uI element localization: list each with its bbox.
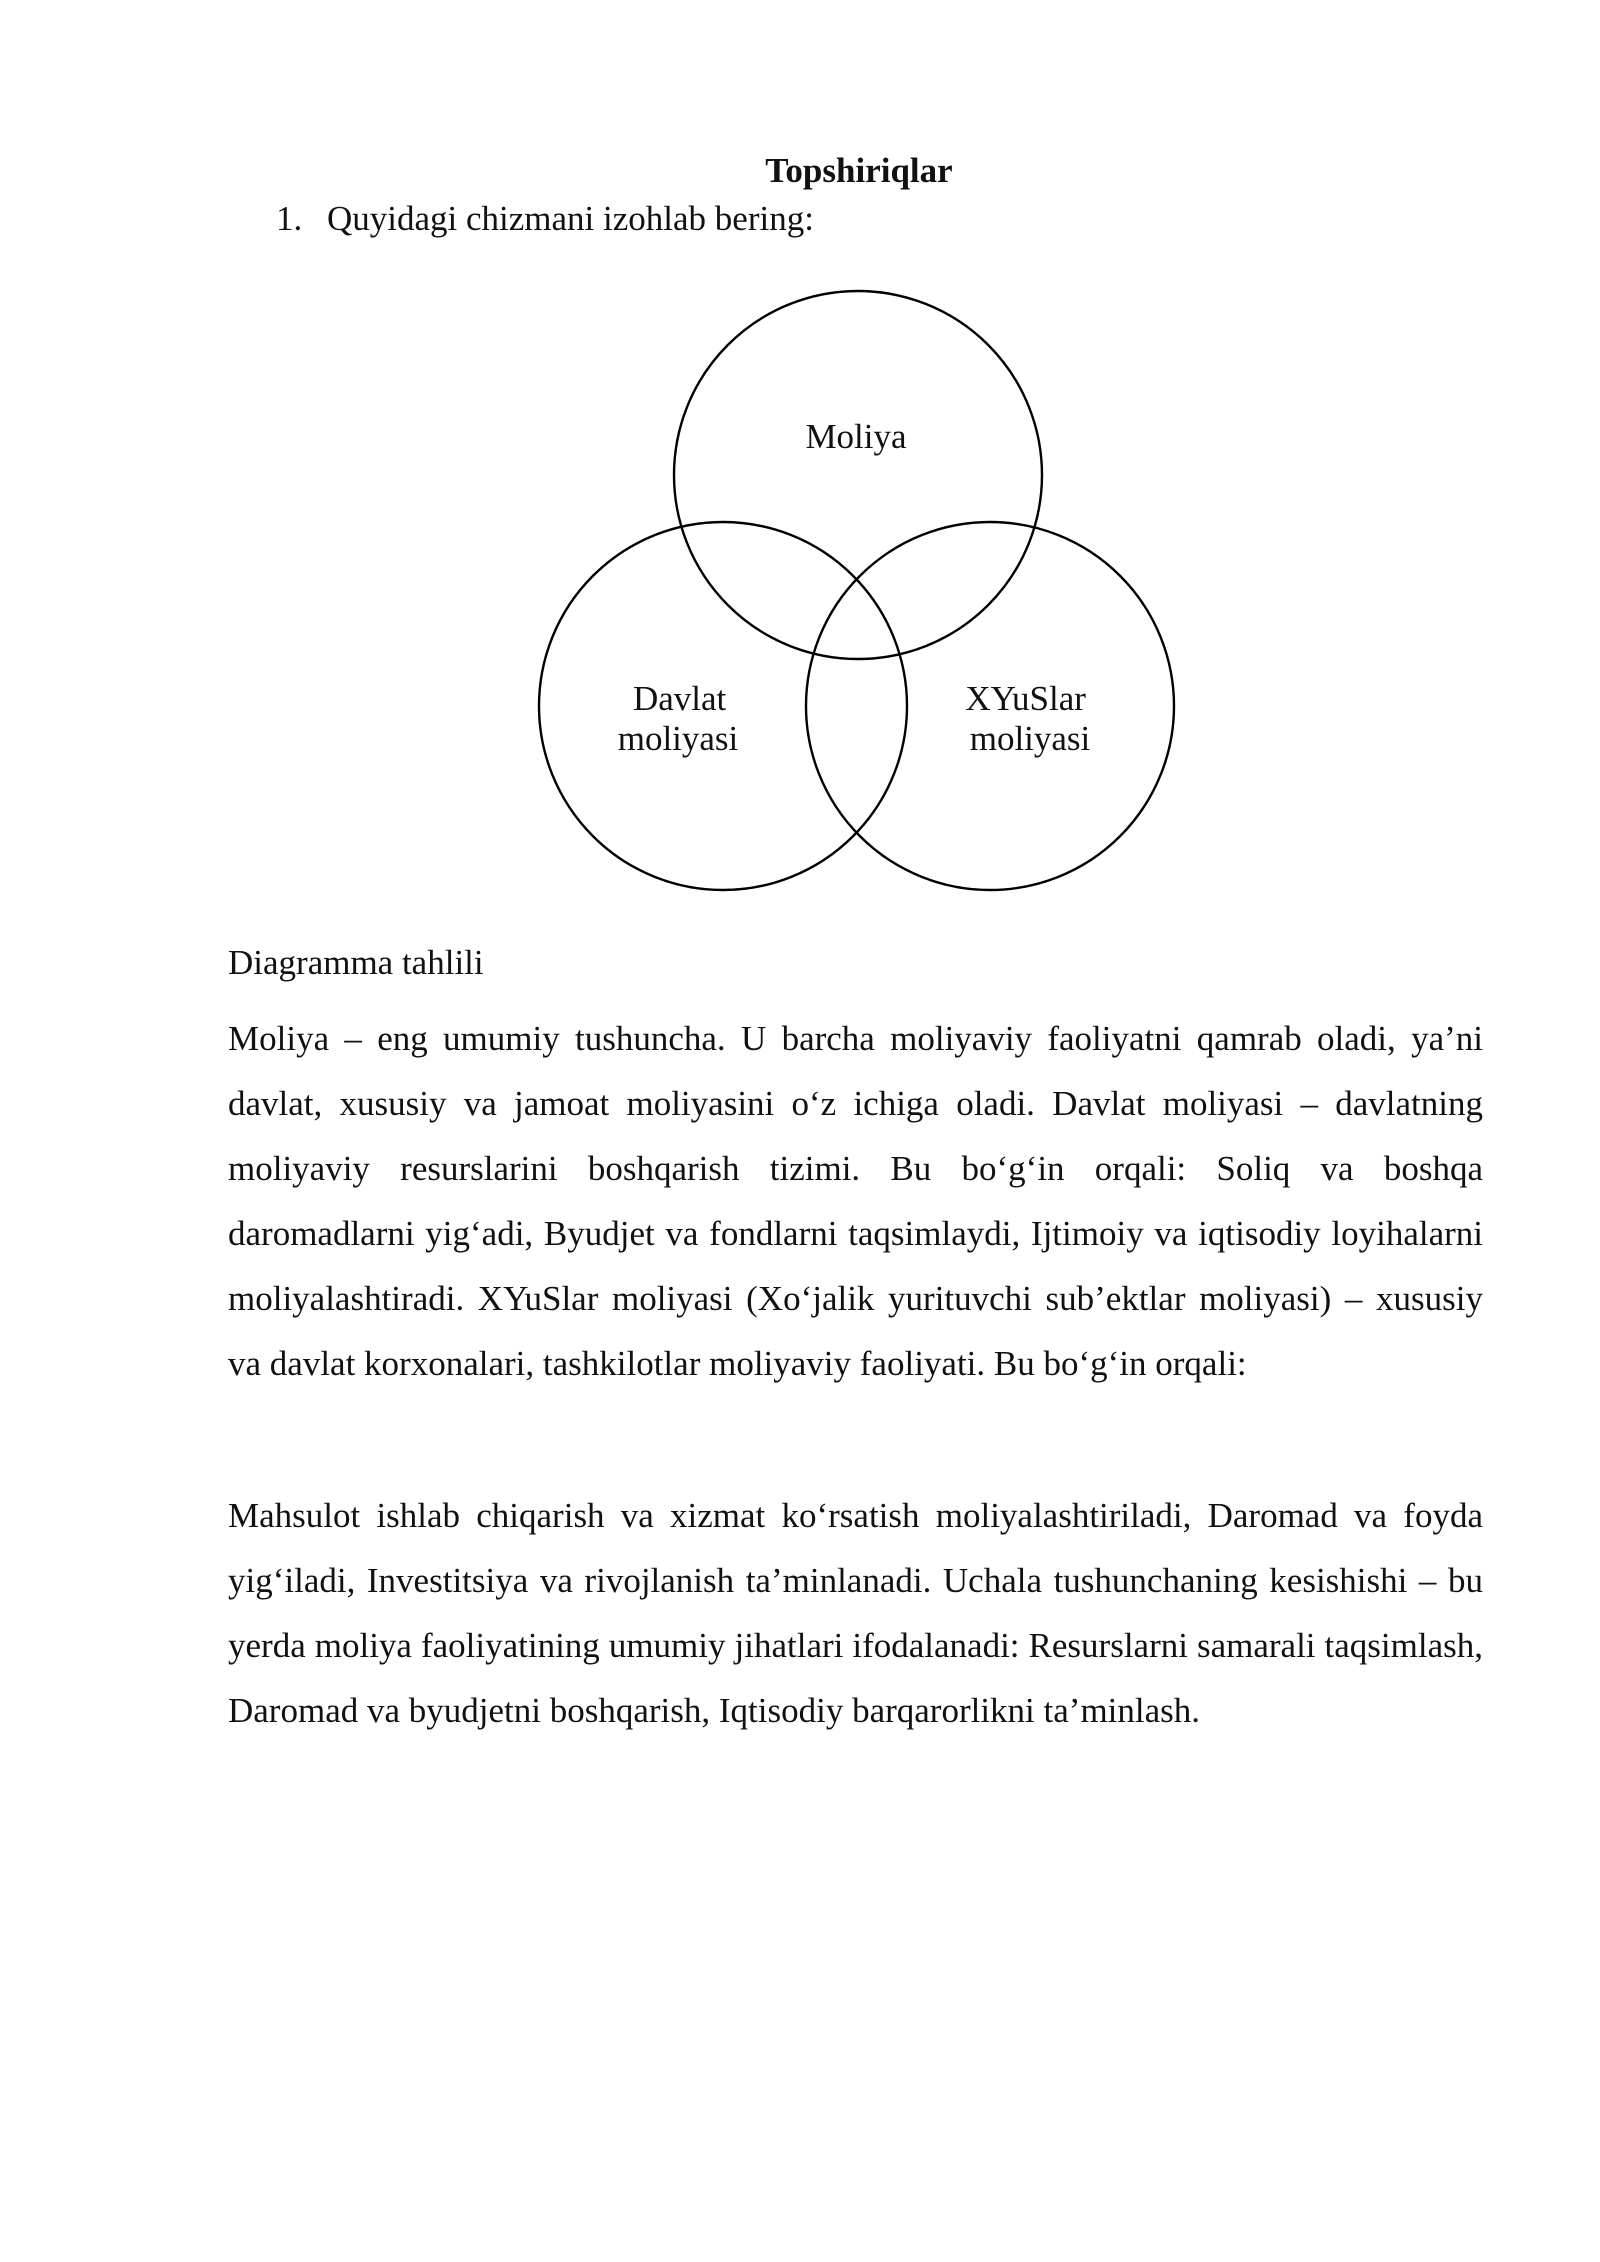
venn-diagram	[0, 0, 1600, 920]
paragraph-1: Moliya – eng umumiy tushuncha. U barcha moliyaviy faoliyatni qamrab oladi, ya’ni davlat, xususiy va jamoat moliyasini o‘z ichiga oladi. Davlat moliyasi – davlatning moliyaviy resurslarini boshqarish tizimi. Bu bo‘g‘in orqali: Soliq va boshqa daromadlarni yig‘adi, Byudjet va fondlarni taqsimlaydi, Ijtimoiy va iqtisodiy loyihalarni moliyalashtiradi. XYuSlar moliyasi (Xo‘jalik yurituvchi sub’ektlar moliyasi) – xususiy va davlat korxonalari, tashkilotlar moliyaviy faoliyati. Bu bo‘g‘in orqali:	[228, 1019, 1483, 1383]
label-xyuslar-moliyasi: XYuSlar moliyasi	[965, 679, 1091, 758]
task-text: Quyidagi chizmani izohlab bering:	[327, 199, 814, 238]
paragraph-2: Mahsulot ishlab chiqarish va xizmat ko‘rsatish moliyalashtiriladi, Daromad va foyda yig‘iladi, Investitsiya va rivojlanish ta’minlanadi. Uchala tushunchaning kesishishi – bu yerda moliya faoliyatining umumiy jihatlari ifodalanadi: Resurslarni samarali taqsimlash, Daromad va byudjetni boshqarish, Iqtisodiy barqarorlikni ta’minlash.	[228, 1496, 1483, 1730]
page-title: Topshiriqlar	[765, 151, 953, 190]
section-heading: Diagramma tahlili	[228, 943, 484, 982]
label-moliya: Moliya	[805, 417, 907, 456]
task-number: 1.	[276, 199, 303, 238]
label-davlat-moliyasi: Davlat moliyasi	[617, 679, 739, 758]
circle-moliya	[674, 291, 1042, 659]
